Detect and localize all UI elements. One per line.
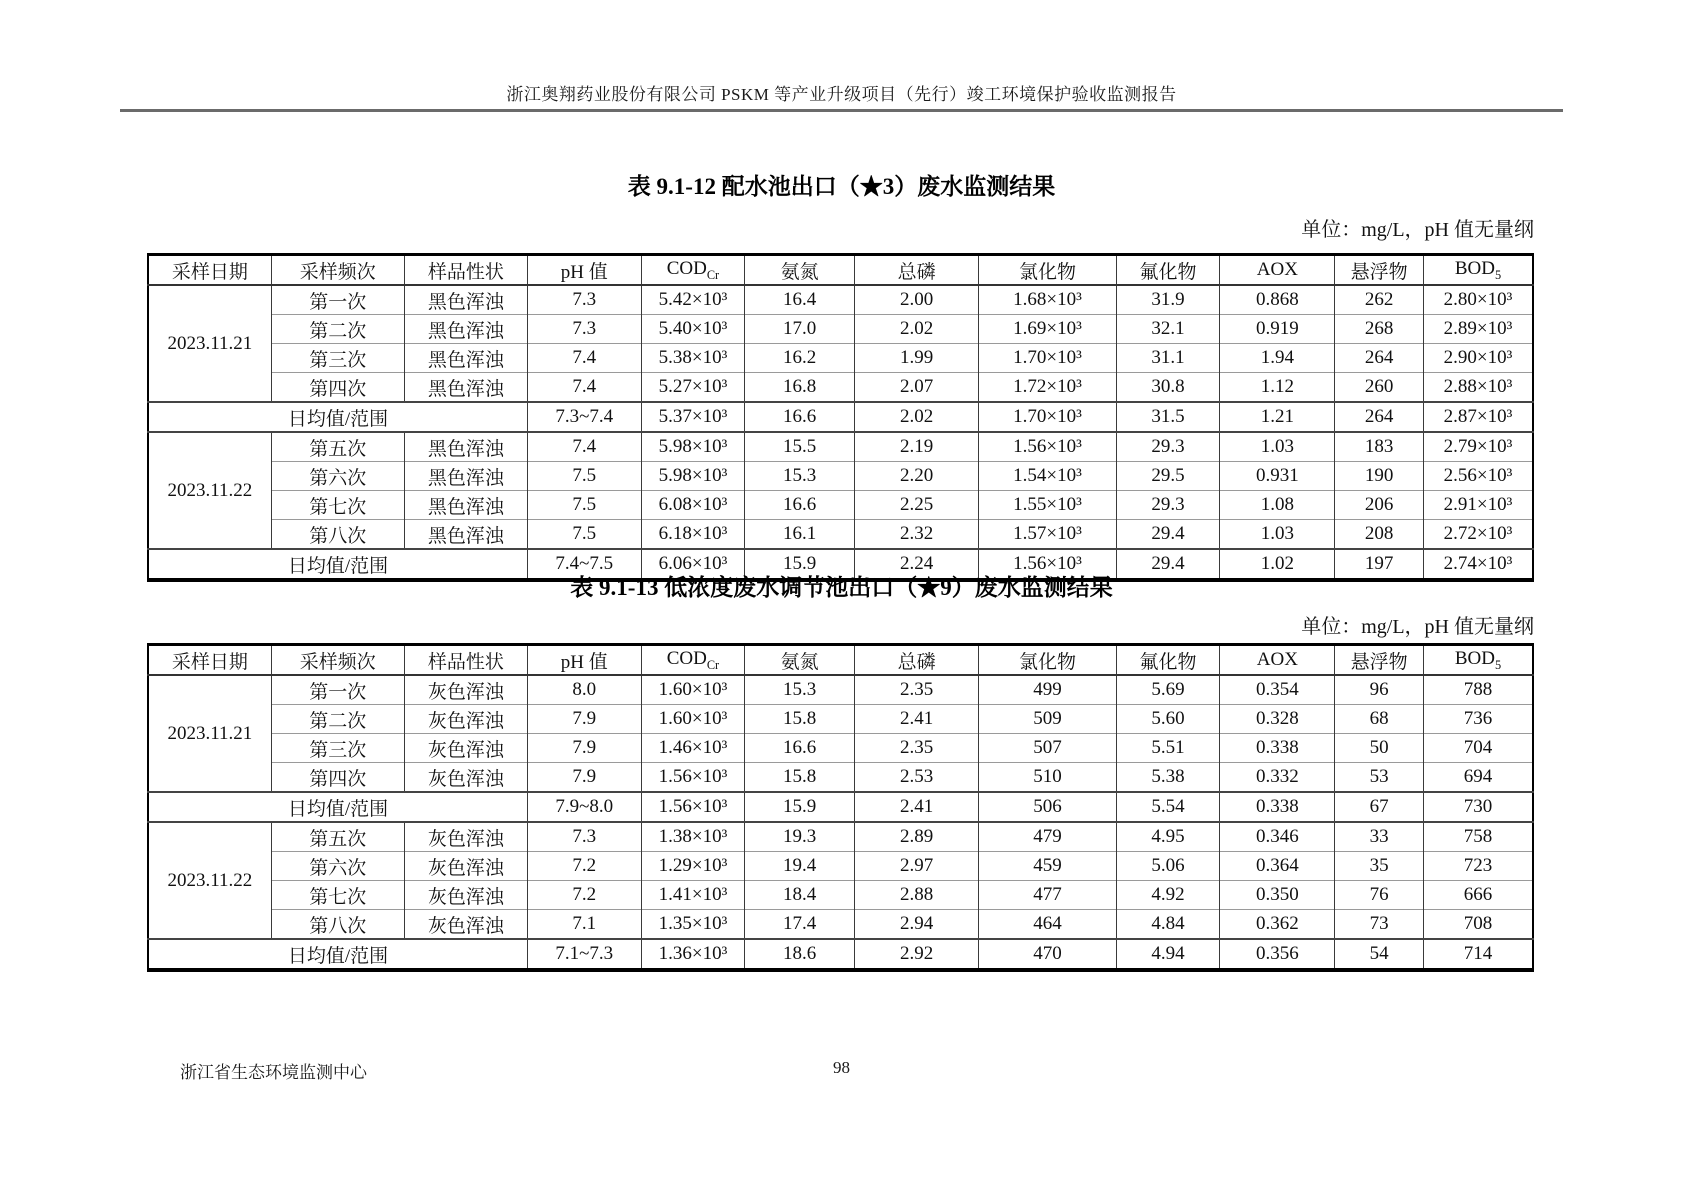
sample-row xyxy=(148,852,1533,881)
column-header-sample-frequency: 采样频次 xyxy=(271,645,404,676)
header-row xyxy=(148,645,1533,676)
sample-row xyxy=(148,285,1533,315)
sample-frequency-cell: 第六次 xyxy=(271,462,404,491)
value-cell: 1.35×10³ xyxy=(641,910,745,940)
value-cell: 506 xyxy=(979,792,1116,822)
value-cell: 1.56×10³ xyxy=(641,792,745,822)
value-cell: 694 xyxy=(1423,763,1533,793)
value-cell: 6.06×10³ xyxy=(641,549,745,580)
value-cell: 16.8 xyxy=(745,373,854,403)
value-cell: 7.4 xyxy=(527,432,641,462)
value-cell: 2.72×10³ xyxy=(1423,520,1533,550)
value-cell: 16.2 xyxy=(745,344,854,373)
value-cell: 0.338 xyxy=(1220,734,1335,763)
value-cell: 1.02 xyxy=(1220,549,1335,580)
column-header-sample-date: 采样日期 xyxy=(148,255,271,286)
sample-appearance-cell: 黑色浑浊 xyxy=(404,520,527,550)
value-cell: 15.9 xyxy=(745,549,854,580)
value-cell: 7.5 xyxy=(527,520,641,550)
column-header-subscript: Cr xyxy=(706,267,720,282)
value-cell: 7.1~7.3 xyxy=(527,939,641,970)
value-cell: 2.94 xyxy=(854,910,979,940)
value-cell: 2.88 xyxy=(854,881,979,910)
value-cell: 708 xyxy=(1423,910,1533,940)
value-cell: 470 xyxy=(979,939,1116,970)
value-cell: 0.332 xyxy=(1220,763,1335,793)
value-cell: 29.4 xyxy=(1116,520,1220,550)
value-cell: 1.21 xyxy=(1220,402,1335,432)
daily-average-row xyxy=(148,402,1533,432)
value-cell: 2.89×10³ xyxy=(1423,315,1533,344)
value-cell: 7.4 xyxy=(527,373,641,403)
page-number: 98 xyxy=(833,1058,850,1077)
value-cell: 1.46×10³ xyxy=(641,734,745,763)
document-header xyxy=(0,80,1683,105)
value-cell: 6.18×10³ xyxy=(641,520,745,550)
value-cell: 0.356 xyxy=(1220,939,1335,970)
value-cell: 2.25 xyxy=(854,491,979,520)
sample-appearance-cell: 灰色浑浊 xyxy=(404,910,527,940)
value-cell: 1.03 xyxy=(1220,520,1335,550)
value-cell: 29.4 xyxy=(1116,549,1220,580)
value-cell: 2.97 xyxy=(854,852,979,881)
value-cell: 53 xyxy=(1335,763,1424,793)
table-2-unit-note: 单位：mg/L，pH 值无量纲 xyxy=(1301,616,1534,638)
value-cell: 7.3 xyxy=(527,285,641,315)
column-header-total-phosphorus: 总磷 xyxy=(854,645,979,676)
sample-row xyxy=(148,705,1533,734)
value-cell: 2.02 xyxy=(854,315,979,344)
value-cell: 7.9 xyxy=(527,705,641,734)
value-cell: 1.99 xyxy=(854,344,979,373)
sample-frequency-cell: 第一次 xyxy=(271,675,404,705)
value-cell: 1.68×10³ xyxy=(979,285,1116,315)
sample-frequency-cell: 第五次 xyxy=(271,822,404,852)
daily-average-row xyxy=(148,792,1533,822)
sample-row xyxy=(148,344,1533,373)
value-cell: 6.08×10³ xyxy=(641,491,745,520)
column-header-ammonia-nitrogen: 氨氮 xyxy=(745,255,854,286)
sample-date-cell: 2023.11.21 xyxy=(148,675,271,792)
value-cell: 2.07 xyxy=(854,373,979,403)
value-cell: 0.354 xyxy=(1220,675,1335,705)
table-2-title: 表 9.1-13 低浓度废水调节池出口（★9）废水监测结果 xyxy=(570,575,1113,600)
sample-appearance-cell: 黑色浑浊 xyxy=(404,462,527,491)
daily-average-label-cell: 日均值/范围 xyxy=(148,549,527,580)
value-cell: 16.1 xyxy=(745,520,854,550)
value-cell: 1.72×10³ xyxy=(979,373,1116,403)
column-header-aox: AOX xyxy=(1220,255,1335,286)
sample-frequency-cell: 第二次 xyxy=(271,705,404,734)
footer-organization: 浙江省生态环境监测中心 xyxy=(180,1063,367,1082)
sample-row xyxy=(148,373,1533,403)
sample-row xyxy=(148,763,1533,793)
sample-row xyxy=(148,520,1533,550)
sample-date-cell: 2023.11.22 xyxy=(148,822,271,939)
value-cell: 5.69 xyxy=(1116,675,1220,705)
value-cell: 2.90×10³ xyxy=(1423,344,1533,373)
value-cell: 206 xyxy=(1335,491,1424,520)
value-cell: 2.41 xyxy=(854,705,979,734)
sample-row xyxy=(148,822,1533,852)
column-header-sample-date: 采样日期 xyxy=(148,645,271,676)
column-header-subscript: 5 xyxy=(1494,267,1502,282)
value-cell: 2.80×10³ xyxy=(1423,285,1533,315)
column-header-ph: pH 值 xyxy=(527,255,641,286)
sample-frequency-cell: 第四次 xyxy=(271,763,404,793)
value-cell: 8.0 xyxy=(527,675,641,705)
value-cell: 183 xyxy=(1335,432,1424,462)
sample-row xyxy=(148,881,1533,910)
value-cell: 704 xyxy=(1423,734,1533,763)
value-cell: 2.41 xyxy=(854,792,979,822)
value-cell: 7.3~7.4 xyxy=(527,402,641,432)
value-cell: 1.54×10³ xyxy=(979,462,1116,491)
sample-row xyxy=(148,432,1533,462)
value-cell: 5.60 xyxy=(1116,705,1220,734)
value-cell: 16.6 xyxy=(745,491,854,520)
value-cell: 5.98×10³ xyxy=(641,462,745,491)
value-cell: 32.1 xyxy=(1116,315,1220,344)
column-header-cod-cr: $COD_{Cr}$ xyxy=(641,645,745,676)
value-cell: 19.4 xyxy=(745,852,854,881)
value-cell: 4.95 xyxy=(1116,822,1220,852)
value-cell: 31.1 xyxy=(1116,344,1220,373)
value-cell: 736 xyxy=(1423,705,1533,734)
table-1-unit-note: 单位：mg/L，pH 值无量纲 xyxy=(1301,219,1534,241)
value-cell: 459 xyxy=(979,852,1116,881)
sample-frequency-cell: 第五次 xyxy=(271,432,404,462)
sample-row xyxy=(148,910,1533,940)
value-cell: 35 xyxy=(1335,852,1424,881)
value-cell: 1.38×10³ xyxy=(641,822,745,852)
daily-average-label-cell: 日均值/范围 xyxy=(148,792,527,822)
value-cell: 1.57×10³ xyxy=(979,520,1116,550)
daily-average-row xyxy=(148,939,1533,970)
sample-row xyxy=(148,462,1533,491)
value-cell: 723 xyxy=(1423,852,1533,881)
sample-appearance-cell: 灰色浑浊 xyxy=(404,734,527,763)
daily-average-label-cell: 日均值/范围 xyxy=(148,939,527,970)
value-cell: 509 xyxy=(979,705,1116,734)
column-header-suspended-solids: 悬浮物 xyxy=(1335,645,1424,676)
value-cell: 1.36×10³ xyxy=(641,939,745,970)
sample-appearance-cell: 黑色浑浊 xyxy=(404,432,527,462)
value-cell: 2.79×10³ xyxy=(1423,432,1533,462)
sample-row xyxy=(148,315,1533,344)
value-cell: 18.6 xyxy=(745,939,854,970)
value-cell: 260 xyxy=(1335,373,1424,403)
value-cell: 1.12 xyxy=(1220,373,1335,403)
value-cell: 262 xyxy=(1335,285,1424,315)
value-cell: 1.08 xyxy=(1220,491,1335,520)
value-cell: 5.54 xyxy=(1116,792,1220,822)
value-cell: 31.9 xyxy=(1116,285,1220,315)
value-cell: 0.919 xyxy=(1220,315,1335,344)
value-cell: 15.5 xyxy=(745,432,854,462)
column-header-ammonia-nitrogen: 氨氮 xyxy=(745,645,854,676)
value-cell: 5.06 xyxy=(1116,852,1220,881)
value-cell: 208 xyxy=(1335,520,1424,550)
sample-appearance-cell: 黑色浑浊 xyxy=(404,373,527,403)
value-cell: 1.56×10³ xyxy=(641,763,745,793)
value-cell: 4.92 xyxy=(1116,881,1220,910)
value-cell: 5.38×10³ xyxy=(641,344,745,373)
value-cell: 15.9 xyxy=(745,792,854,822)
value-cell: 0.362 xyxy=(1220,910,1335,940)
daily-average-label-cell: 日均值/范围 xyxy=(148,402,527,432)
value-cell: 1.56×10³ xyxy=(979,549,1116,580)
value-cell: 15.3 xyxy=(745,675,854,705)
value-cell: 7.9 xyxy=(527,734,641,763)
value-cell: 477 xyxy=(979,881,1116,910)
value-cell: 1.69×10³ xyxy=(979,315,1116,344)
value-cell: 2.87×10³ xyxy=(1423,402,1533,432)
sample-frequency-cell: 第七次 xyxy=(271,881,404,910)
value-cell: 507 xyxy=(979,734,1116,763)
value-cell: 5.98×10³ xyxy=(641,432,745,462)
column-header-sample-appearance: 样品性状 xyxy=(404,255,527,286)
column-header-subscript: 5 xyxy=(1494,657,1502,672)
sample-date-cell: 2023.11.21 xyxy=(148,285,271,402)
value-cell: 730 xyxy=(1423,792,1533,822)
value-cell: 29.3 xyxy=(1116,491,1220,520)
value-cell: 5.40×10³ xyxy=(641,315,745,344)
value-cell: 68 xyxy=(1335,705,1424,734)
value-cell: 268 xyxy=(1335,315,1424,344)
value-cell: 2.91×10³ xyxy=(1423,491,1533,520)
value-cell: 479 xyxy=(979,822,1116,852)
value-cell: 2.56×10³ xyxy=(1423,462,1533,491)
sample-appearance-cell: 黑色浑浊 xyxy=(404,491,527,520)
value-cell: 31.5 xyxy=(1116,402,1220,432)
value-cell: 0.364 xyxy=(1220,852,1335,881)
value-cell: 2.53 xyxy=(854,763,979,793)
sample-appearance-cell: 灰色浑浊 xyxy=(404,822,527,852)
value-cell: 788 xyxy=(1423,675,1533,705)
value-cell: 190 xyxy=(1335,462,1424,491)
sample-frequency-cell: 第三次 xyxy=(271,734,404,763)
value-cell: 1.56×10³ xyxy=(979,432,1116,462)
sample-frequency-cell: 第八次 xyxy=(271,520,404,550)
value-cell: 1.03 xyxy=(1220,432,1335,462)
value-cell: 758 xyxy=(1423,822,1533,852)
sample-frequency-cell: 第四次 xyxy=(271,373,404,403)
column-header-chloride: 氯化物 xyxy=(979,255,1116,286)
value-cell: 4.94 xyxy=(1116,939,1220,970)
value-cell: 67 xyxy=(1335,792,1424,822)
value-cell: 1.41×10³ xyxy=(641,881,745,910)
sample-frequency-cell: 第一次 xyxy=(271,285,404,315)
header-rule xyxy=(120,109,1563,112)
sample-appearance-cell: 黑色浑浊 xyxy=(404,344,527,373)
document-header-title: 浙江奥翔药业股份有限公司 PSKM 等产业升级项目（先行）竣工环境保护验收监测报告 xyxy=(506,85,1177,104)
value-cell: 17.4 xyxy=(745,910,854,940)
value-cell: 0.350 xyxy=(1220,881,1335,910)
value-cell: 18.4 xyxy=(745,881,854,910)
value-cell: 2.89 xyxy=(854,822,979,852)
column-header-fluoride: 氟化物 xyxy=(1116,645,1220,676)
sample-frequency-cell: 第二次 xyxy=(271,315,404,344)
value-cell: 2.74×10³ xyxy=(1423,549,1533,580)
value-cell: 499 xyxy=(979,675,1116,705)
column-header-cod-cr: $COD_{Cr}$ xyxy=(641,255,745,286)
value-cell: 76 xyxy=(1335,881,1424,910)
value-cell: 5.51 xyxy=(1116,734,1220,763)
column-header-suspended-solids: 悬浮物 xyxy=(1335,255,1424,286)
value-cell: 2.88×10³ xyxy=(1423,373,1533,403)
value-cell: 464 xyxy=(979,910,1116,940)
value-cell: 15.8 xyxy=(745,763,854,793)
value-cell: 510 xyxy=(979,763,1116,793)
value-cell: 7.3 xyxy=(527,822,641,852)
value-cell: 1.55×10³ xyxy=(979,491,1116,520)
value-cell: 17.0 xyxy=(745,315,854,344)
column-header-ph: pH 值 xyxy=(527,645,641,676)
value-cell: 16.6 xyxy=(745,402,854,432)
value-cell: 15.3 xyxy=(745,462,854,491)
column-header-aox: AOX xyxy=(1220,645,1335,676)
value-cell: 666 xyxy=(1423,881,1533,910)
column-header-total-phosphorus: 总磷 xyxy=(854,255,979,286)
value-cell: 2.35 xyxy=(854,675,979,705)
value-cell: 0.931 xyxy=(1220,462,1335,491)
header-row xyxy=(148,255,1533,286)
value-cell: 96 xyxy=(1335,675,1424,705)
wastewater-monitoring-table-2 xyxy=(147,643,1534,972)
value-cell: 7.3 xyxy=(527,315,641,344)
sample-frequency-cell: 第八次 xyxy=(271,910,404,940)
value-cell: 5.37×10³ xyxy=(641,402,745,432)
value-cell: 50 xyxy=(1335,734,1424,763)
value-cell: 264 xyxy=(1335,402,1424,432)
sample-appearance-cell: 黑色浑浊 xyxy=(404,315,527,344)
table-1-title: 表 9.1-12 配水池出口（★3）废水监测结果 xyxy=(627,174,1056,199)
sample-frequency-cell: 第七次 xyxy=(271,491,404,520)
value-cell: 4.84 xyxy=(1116,910,1220,940)
sample-appearance-cell: 灰色浑浊 xyxy=(404,852,527,881)
value-cell: 7.9 xyxy=(527,763,641,793)
sample-row xyxy=(148,675,1533,705)
column-header-chloride: 氯化物 xyxy=(979,645,1116,676)
sample-appearance-cell: 灰色浑浊 xyxy=(404,881,527,910)
value-cell: 0.328 xyxy=(1220,705,1335,734)
value-cell: 1.60×10³ xyxy=(641,705,745,734)
value-cell: 2.24 xyxy=(854,549,979,580)
column-header-fluoride: 氟化物 xyxy=(1116,255,1220,286)
value-cell: 7.4 xyxy=(527,344,641,373)
value-cell: 1.70×10³ xyxy=(979,344,1116,373)
value-cell: 33 xyxy=(1335,822,1424,852)
value-cell: 54 xyxy=(1335,939,1424,970)
value-cell: 7.1 xyxy=(527,910,641,940)
sample-row xyxy=(148,734,1533,763)
value-cell: 1.94 xyxy=(1220,344,1335,373)
column-header-sample-appearance: 样品性状 xyxy=(404,645,527,676)
value-cell: 714 xyxy=(1423,939,1533,970)
value-cell: 2.92 xyxy=(854,939,979,970)
value-cell: 7.5 xyxy=(527,491,641,520)
value-cell: 264 xyxy=(1335,344,1424,373)
value-cell: 0.338 xyxy=(1220,792,1335,822)
value-cell: 7.4~7.5 xyxy=(527,549,641,580)
value-cell: 1.70×10³ xyxy=(979,402,1116,432)
value-cell: 2.20 xyxy=(854,462,979,491)
value-cell: 29.3 xyxy=(1116,432,1220,462)
sample-frequency-cell: 第六次 xyxy=(271,852,404,881)
value-cell: 1.29×10³ xyxy=(641,852,745,881)
wastewater-monitoring-table-1 xyxy=(147,253,1534,582)
value-cell: 7.9~8.0 xyxy=(527,792,641,822)
value-cell: 15.8 xyxy=(745,705,854,734)
value-cell: 19.3 xyxy=(745,822,854,852)
value-cell: 73 xyxy=(1335,910,1424,940)
sample-appearance-cell: 黑色浑浊 xyxy=(404,285,527,315)
sample-row xyxy=(148,491,1533,520)
value-cell: 5.27×10³ xyxy=(641,373,745,403)
sample-appearance-cell: 灰色浑浊 xyxy=(404,705,527,734)
value-cell: 2.19 xyxy=(854,432,979,462)
column-header-bod5: $BOD_5$ xyxy=(1423,645,1533,676)
value-cell: 1.60×10³ xyxy=(641,675,745,705)
value-cell: 29.5 xyxy=(1116,462,1220,491)
value-cell: 5.38 xyxy=(1116,763,1220,793)
column-header-bod5: $BOD_5$ xyxy=(1423,255,1533,286)
value-cell: 16.6 xyxy=(745,734,854,763)
value-cell: 2.35 xyxy=(854,734,979,763)
value-cell: 197 xyxy=(1335,549,1424,580)
value-cell: 7.5 xyxy=(527,462,641,491)
sample-frequency-cell: 第三次 xyxy=(271,344,404,373)
value-cell: 5.42×10³ xyxy=(641,285,745,315)
sample-appearance-cell: 灰色浑浊 xyxy=(404,763,527,793)
value-cell: 16.4 xyxy=(745,285,854,315)
sample-date-cell: 2023.11.22 xyxy=(148,432,271,549)
value-cell: 0.868 xyxy=(1220,285,1335,315)
value-cell: 2.32 xyxy=(854,520,979,550)
column-header-sample-frequency: 采样频次 xyxy=(271,255,404,286)
column-header-subscript: Cr xyxy=(706,657,720,672)
value-cell: 7.2 xyxy=(527,852,641,881)
value-cell: 0.346 xyxy=(1220,822,1335,852)
value-cell: 7.2 xyxy=(527,881,641,910)
sample-appearance-cell: 灰色浑浊 xyxy=(404,675,527,705)
value-cell: 2.02 xyxy=(854,402,979,432)
value-cell: 2.00 xyxy=(854,285,979,315)
value-cell: 30.8 xyxy=(1116,373,1220,403)
